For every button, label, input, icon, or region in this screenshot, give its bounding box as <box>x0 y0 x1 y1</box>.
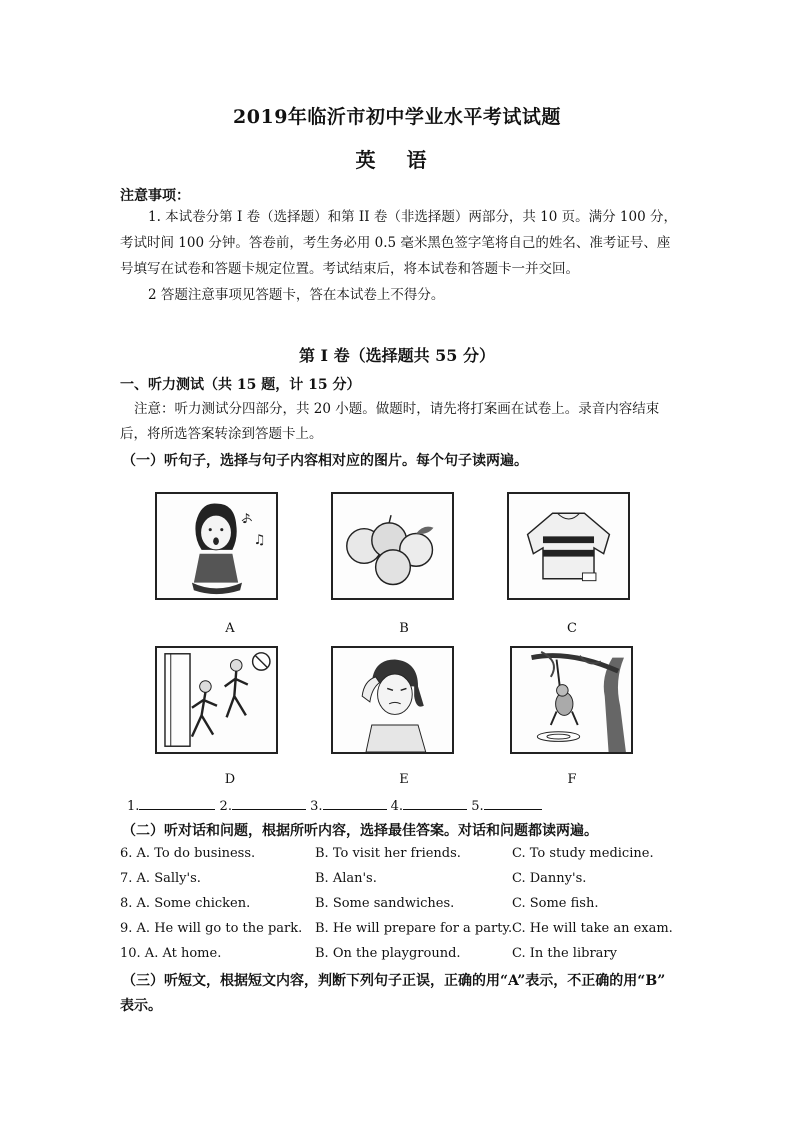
notice-item1-line2: 考试时间 100 分钟。答卷前，考生务必用 0.5 毫米黑色签字笔将自己的姓名、准考证号、座 <box>120 235 671 251</box>
headache-girl-icon <box>333 648 452 752</box>
q6-option-b: B. To visit her friends. <box>315 846 461 861</box>
section-heading: 一、听力测试（共 15 题，计 15 分） <box>120 377 361 393</box>
no-running-icon <box>157 648 276 752</box>
answer-blanks <box>127 795 542 814</box>
q7-option-a: 7. A. Sally's. <box>120 871 201 886</box>
picture-c-label: C <box>567 621 577 636</box>
notice-item2: 2 答题注意事项见答题卡，答在本试卷上不得分。 <box>148 287 445 303</box>
subsection-1-heading: （一）听句子，选择与句子内容相对应的图片。每个句子读两遍。 <box>122 453 528 469</box>
notice-item1-line3: 号填写在试卷和答题卡规定位置。考试结束后，将本试卷和答题卡一并交回。 <box>120 261 579 277</box>
answer-blank-1[interactable] <box>139 795 215 810</box>
picture-a-label: A <box>225 621 235 636</box>
q8-option-a: 8. A. Some chicken. <box>120 896 251 911</box>
monkey-tree-icon <box>512 648 631 752</box>
blank-label-5: 5. <box>471 799 484 814</box>
subject-title: 英 语 <box>355 148 439 172</box>
q8-option-c: C. Some fish. <box>512 896 599 911</box>
part-title: 第 I 卷（选择题共 55 分） <box>298 346 496 365</box>
q7-option-b: B. Alan's. <box>315 871 377 886</box>
page-title: 2019年临沂市初中学业水平考试试题 <box>233 106 561 128</box>
answer-blank-3[interactable] <box>323 795 387 810</box>
picture-b <box>331 492 454 600</box>
notice-heading: 注意事项： <box>120 188 190 204</box>
picture-a <box>155 492 278 600</box>
sweater-icon <box>509 494 628 598</box>
notice-item1-line1: 1. 本试卷分第 I 卷（选择题）和第 II 卷（非选择题）两部分，共 10 页。满分 100 分， <box>148 209 677 225</box>
svg-text:♪: ♪ <box>242 510 251 527</box>
picture-c <box>507 492 630 600</box>
q9-option-a: 9. A. He will go to the park. <box>120 921 303 936</box>
answer-blank-4[interactable] <box>403 795 467 810</box>
q9-option-b: B. He will prepare for a party. <box>315 921 513 936</box>
picture-d <box>155 646 278 754</box>
blank-label-4: 4. <box>390 799 404 814</box>
q6-option-c: C. To study medicine. <box>512 846 654 861</box>
q7-option-c: C. Danny's. <box>512 871 587 886</box>
answer-blank-2[interactable] <box>232 795 306 810</box>
fruit-icon <box>333 494 452 598</box>
subsection-3-heading-line1: （三）听短文，根据短文内容，判断下列句子正误，正确的用“A”表示，不正确的用“B” <box>122 973 666 989</box>
q8-option-b: B. Some sandwiches. <box>315 896 455 911</box>
blank-label-3: 3. <box>310 799 323 814</box>
q10-option-c: C. In the library <box>512 946 617 961</box>
subsection-2-heading: （二）听对话和问题，根据所听内容，选择最佳答案。对话和问题都读两遍。 <box>122 823 598 839</box>
picture-f-label: F <box>567 772 577 787</box>
subsection-3-heading-line2: 表示。 <box>120 998 162 1014</box>
q10-option-b: B. On the playground. <box>315 946 461 961</box>
q9-option-c: C. He will take an exam. <box>512 921 673 936</box>
svg-text:♫: ♫ <box>253 532 266 549</box>
q6-option-a: 6. A. To do business. <box>120 846 256 861</box>
q10-option-a: 10. A. At home. <box>120 946 222 961</box>
answer-blank-5[interactable] <box>484 795 542 810</box>
blank-label-2: 2. <box>219 799 232 814</box>
picture-b-label: B <box>399 621 409 636</box>
listening-note-line1: 注意：听力测试分四部分，共 20 小题。做题时，请先将打案画在试卷上。录音内容结束 <box>134 401 660 417</box>
listening-note-line2: 后，将所选答案转涂到答题卡上。 <box>120 426 323 442</box>
picture-d-label: D <box>224 772 236 787</box>
picture-e <box>331 646 454 754</box>
blank-label-1: 1. <box>127 799 140 814</box>
singing-girl-icon <box>157 494 276 598</box>
picture-f <box>510 646 633 754</box>
picture-e-label: E <box>399 772 409 787</box>
